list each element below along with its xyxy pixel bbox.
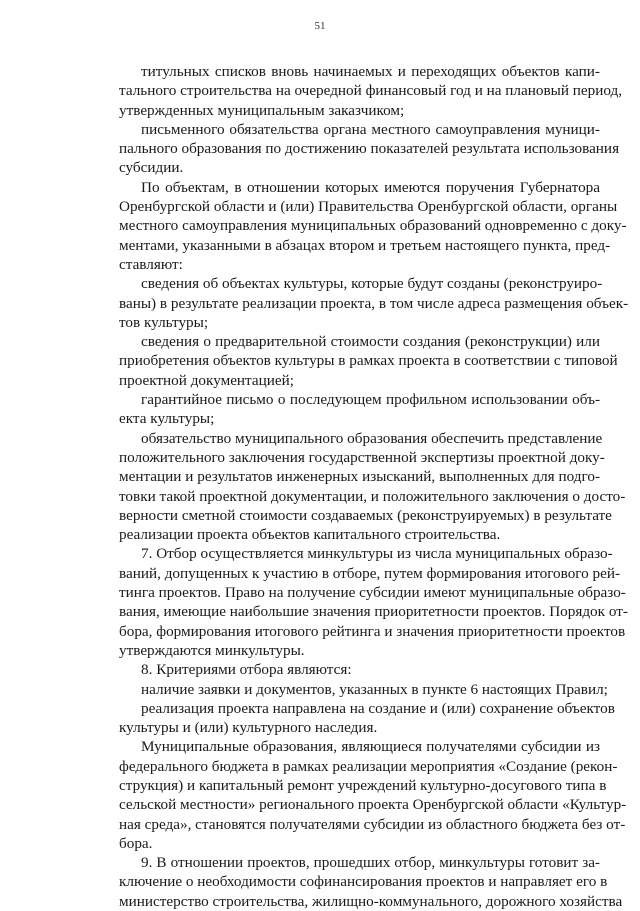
text-line: министерство строительства, жилищно-коммунального, дорожного хозяйства [119, 892, 623, 910]
text-line: 7. Отбор осуществляется минкультуры из числа муниципальных образо- [141, 545, 613, 563]
text-line: ментами, указанными в абзацах втором и третьем настоящего пункта, пред- [119, 236, 611, 254]
text-line: письменного обязательства органа местного самоуправления муници- [141, 120, 600, 138]
text-line: тов культуры; [119, 313, 209, 331]
text-line: федерального бюджета в рамках реализации мероприятия «Создание (рекон- [119, 757, 618, 775]
text-line: обязательство муниципального образования обеспечить представление [141, 429, 603, 447]
text-line: наличие заявки и документов, указанных в пункте 6 настоящих Правил; [141, 680, 608, 698]
text-line: приобретения объектов культуры в рамках проекта в соответствии с типовой [119, 352, 618, 370]
text-line: сведения об объектах культуры, которые будут созданы (реконструиро- [141, 275, 603, 293]
text-line: ная среда», становятся получателями субсидии из областного бюджета без от- [119, 815, 626, 833]
text-line: ставляют: [119, 255, 183, 273]
text-line: утвержденных муниципальным заказчиком; [119, 101, 405, 119]
text-line: ключение о необходимости софинансирования проектов и направляет его в [119, 873, 608, 891]
text-line: струкция) и капитальный ремонт учреждений культурно-досугового типа в [119, 776, 607, 794]
text-line: товки такой проектной документации, и положительного заключения о досто- [119, 487, 626, 505]
text-line: ментации и результатов инженерных изысканий, выполненных для подго- [119, 468, 600, 486]
text-line: местного самоуправления муниципальных образований одновременно с доку- [119, 217, 627, 235]
text-line: реализации проекта объектов капитального строительства. [119, 526, 501, 544]
text-line: вания, имеющие наибольшие значения приоритетности проектов. Порядок от- [119, 603, 628, 621]
text-line: 9. В отношении проектов, прошедших отбор, минкультуры готовит за- [141, 854, 600, 872]
text-line: екта культуры; [119, 410, 215, 428]
text-line: положительного заключения государственной экспертизы проектной доку- [119, 448, 605, 466]
text-line: Муниципальные образования, являющиеся получателями субсидии из [141, 738, 600, 756]
text-line: бора, формирования итогового рейтинга и значения приоритетности проектов [119, 622, 626, 640]
text-line: сельской местности» регионального проекта Оренбургской области «Культур- [119, 796, 627, 814]
text-line: бора. [119, 834, 153, 852]
text-line: проектной документацией; [119, 371, 294, 389]
text-line: Оренбургской области и (или) Правительства Оренбургской области, органы [119, 198, 618, 216]
text-line: тинга проектов. Право на получение субсидии имеют муниципальные образо- [119, 584, 626, 602]
page-number: 51 [314, 20, 326, 32]
text-line: тального строительства на очередной финансовый год и на плановый период, [119, 82, 623, 100]
text-line: субсидии. [119, 159, 184, 177]
text-line: пального образования по достижению показателей результата использования [119, 140, 620, 158]
text-line: утверждаются минкультуры. [119, 641, 305, 659]
text-line: реализация проекта направлена на создание и (или) сохранение объектов [141, 699, 615, 717]
text-line: 8. Критериями отбора являются: [141, 661, 352, 679]
text-line: культуры и (или) культурного наследия. [119, 719, 378, 737]
text-line: гарантийное письмо о последующем профильном использовании объ- [141, 391, 600, 409]
text-line: верности сметной стоимости создаваемых (реконструируемых) в результате [119, 506, 612, 524]
text-line: По объектам, в отношении которых имеются поручения Губернатора [141, 178, 600, 196]
text-line: ваний, допущенных к участию в отборе, путем формирования итогового рей- [119, 564, 621, 582]
text-line: ваны) в результате реализации проекта, в том числе адреса размещения объек- [119, 294, 629, 312]
text-line: титульных списков вновь начинаемых и переходящих объектов капи- [141, 63, 600, 80]
body-text [119, 62, 629, 911]
text-line: сведения о предварительной стоимости создания (реконструкции) или [141, 333, 600, 351]
